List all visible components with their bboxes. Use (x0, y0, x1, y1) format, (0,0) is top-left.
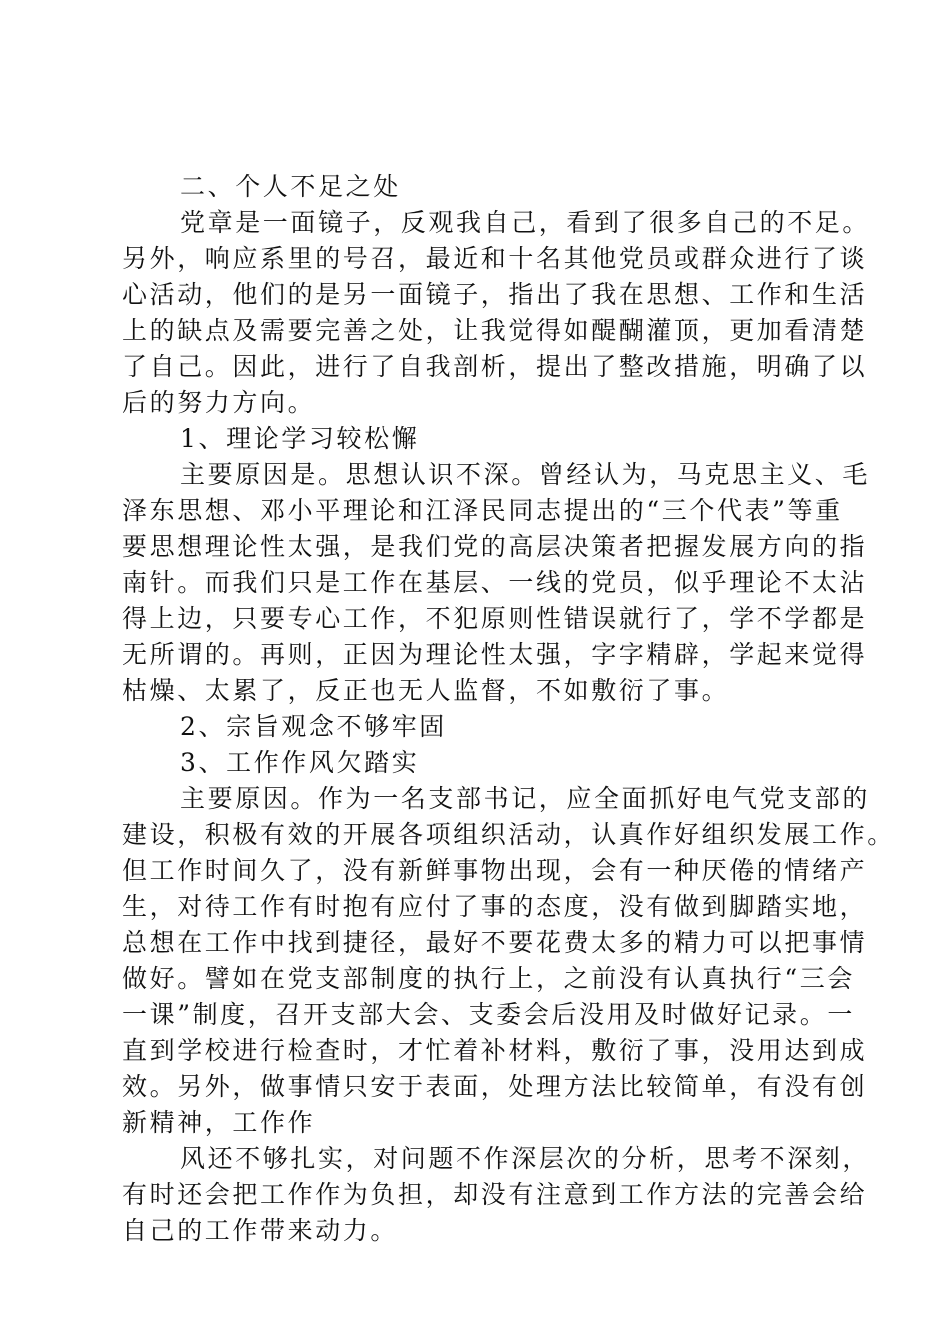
paragraph-line: 生，对待工作有时抱有应付了事的态度，没有做到脚踏实地， (122, 892, 868, 921)
paragraph-line: 泽东思想、邓小平理论和江泽民同志提出的“三个代表”等重 (122, 496, 843, 525)
paragraph-line: 新精神，工作作 (122, 1108, 316, 1137)
paragraph-line: 得上边，只要专心工作，不犯原则性错误就行了，学不学都是 (122, 604, 868, 633)
paragraph-line: 但工作时间久了，没有新鲜事物出现，会有一种厌倦的情绪产 (122, 856, 868, 885)
paragraph-line: 效。另外，做事情只安于表面，处理方法比较简单，有没有创 (122, 1072, 868, 1101)
subsection-heading: 2、宗旨观念不够牢固 (180, 712, 447, 741)
paragraph-line: 党章是一面镜子，反观我自己，看到了很多自己的不足。 (180, 208, 871, 237)
paragraph-line: 主要原因是。思想认识不深。曾经认为，马克思主义、毛 (180, 460, 871, 489)
paragraph-line: 另外，响应系里的号召，最近和十名其他党员或群众进行了谈 (122, 244, 868, 273)
paragraph-line: 主要原因。作为一名支部书记，应全面抓好电气党支部的 (180, 784, 871, 813)
paragraph-line: 了自己。因此，进行了自我剖析，提出了整改措施，明确了以 (122, 352, 868, 381)
section-heading: 二、个人不足之处 (180, 172, 401, 201)
paragraph-line: 做好。譬如在党支部制度的执行上，之前没有认真执行“三会 (122, 964, 855, 993)
subsection-heading: 3、工作作风欠踏实 (180, 748, 420, 777)
paragraph-line: 后的努力方向。 (122, 388, 316, 417)
paragraph-line: 直到学校进行检查时，才忙着补材料，敷衍了事，没用达到成 (122, 1036, 868, 1065)
paragraph-line: 无所谓的。再则，正因为理论性太强，字字精辟，学起来觉得 (122, 640, 868, 669)
paragraph-line: 一课”制度，召开支部大会、支委会后没用及时做好记录。一 (122, 1000, 855, 1029)
paragraph-line: 南针。而我们只是工作在基层、一线的党员，似乎理论不太沾 (122, 568, 868, 597)
paragraph-line: 建设，积极有效的开展各项组织活动，认真作好组织发展工作。 (122, 820, 895, 849)
subsection-heading: 1、理论学习较松懈 (180, 424, 420, 453)
paragraph-line: 有时还会把工作作为负担，却没有注意到工作方法的完善会给 (122, 1180, 868, 1209)
paragraph-line: 上的缺点及需要完善之处，让我觉得如醍醐灌顶，更加看清楚 (122, 316, 868, 345)
paragraph-line: 自己的工作带来动力。 (122, 1216, 399, 1245)
paragraph-line: 要思想理论性太强，是我们党的高层决策者把握发展方向的指 (122, 532, 868, 561)
paragraph-line: 总想在工作中找到捷径，最好不要花费太多的精力可以把事情 (122, 928, 868, 957)
paragraph-line: 风还不够扎实，对问题不作深层次的分析，思考不深刻， (180, 1144, 871, 1173)
paragraph-line: 枯燥、太累了，反正也无人监督，不如敷衍了事。 (122, 676, 730, 705)
paragraph-line: 心活动，他们的是另一面镜子，指出了我在思想、工作和生活 (122, 280, 868, 309)
